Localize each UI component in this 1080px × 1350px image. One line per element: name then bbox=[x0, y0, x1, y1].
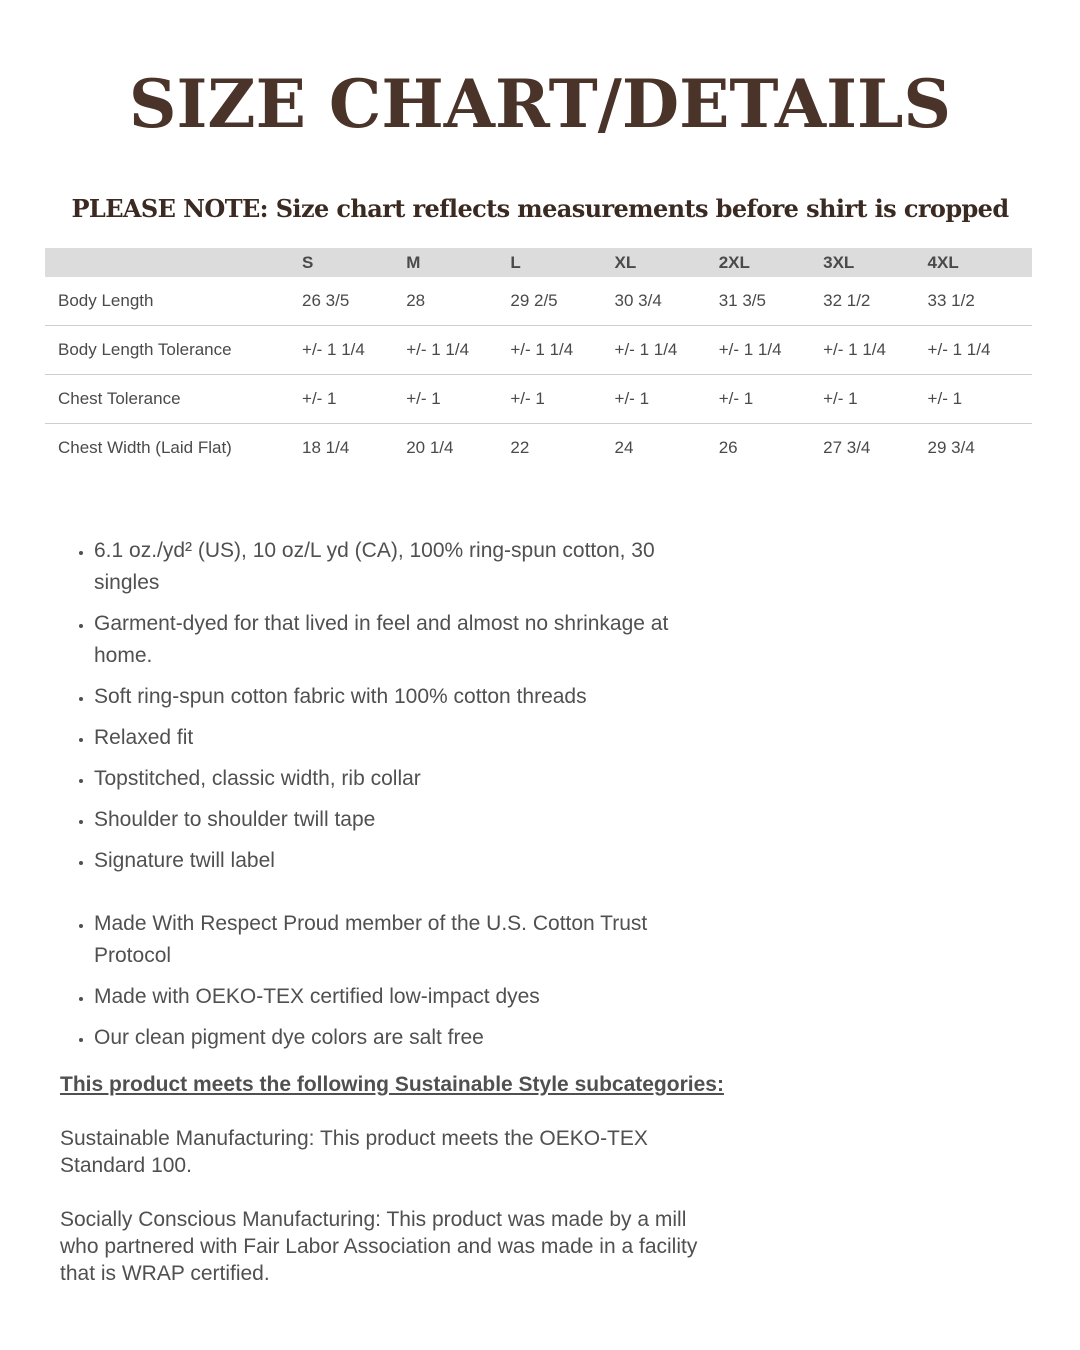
product-features-list bbox=[60, 535, 714, 886]
size-header-4xl: 4XL bbox=[928, 248, 1032, 277]
table-cell: 18 1/4 bbox=[302, 438, 350, 457]
table-cell: +/- 1 1/4 bbox=[302, 326, 406, 375]
size-chart-note: PLEASE NOTE: Size chart reflects measurements before shirt is cropped bbox=[71, 194, 1009, 223]
table-cell: +/- 1 1/4 bbox=[823, 326, 927, 375]
table-cell: +/- 1 bbox=[302, 375, 406, 424]
table-cell: +/- 1 1/4 bbox=[406, 326, 510, 375]
size-header-2xl: 2XL bbox=[719, 248, 823, 277]
row-label: Chest Width (Laid Flat) bbox=[58, 438, 232, 457]
table-cell: +/- 1 bbox=[719, 375, 823, 424]
row-label: Chest Tolerance bbox=[45, 375, 302, 424]
size-header-l: L bbox=[510, 248, 614, 277]
table-row-chest-width bbox=[45, 424, 1032, 473]
table-cell: 28 bbox=[406, 277, 510, 326]
sustainability-features-list bbox=[60, 908, 714, 1063]
table-cell: 22 bbox=[510, 438, 530, 457]
table-cell: +/- 1 bbox=[928, 375, 1032, 424]
row-label: Body Length bbox=[45, 277, 302, 326]
size-header-xl: XL bbox=[615, 248, 719, 277]
table-cell: 27 3/4 bbox=[823, 438, 871, 457]
size-header-3xl: 3XL bbox=[823, 248, 927, 277]
header-blank-cell bbox=[45, 248, 302, 277]
table-cell: +/- 1 bbox=[823, 375, 927, 424]
list-item: • Signature twill label bbox=[94, 845, 714, 877]
table-cell: 29 2/5 bbox=[510, 277, 614, 326]
list-item: • Topstitched, classic width, rib collar bbox=[94, 763, 714, 795]
table-cell: +/- 1 bbox=[406, 375, 510, 424]
table-cell: +/- 1 1/4 bbox=[615, 326, 719, 375]
table-cell: 29 3/4 bbox=[927, 438, 975, 457]
list-item: • Made with OEKO-TEX certified low-impact dyes bbox=[94, 981, 714, 1013]
table-cell: 26 3/5 bbox=[302, 277, 406, 326]
table-cell: +/- 1 1/4 bbox=[719, 326, 823, 375]
row-label: Body Length Tolerance bbox=[45, 326, 302, 375]
table-cell: +/- 1 1/4 bbox=[928, 326, 1032, 375]
sustainable-style-heading: This product meets the following Sustainable Style subcategories: bbox=[60, 1073, 724, 1096]
size-chart-table bbox=[45, 248, 1032, 472]
table-cell: 30 3/4 bbox=[615, 277, 719, 326]
size-header-m: M bbox=[406, 248, 510, 277]
sustainable-manufacturing-paragraph: Sustainable Manufacturing: This product meets the OEKO-TEX Standard 100. bbox=[60, 1127, 648, 1177]
list-item: • Relaxed fit bbox=[94, 722, 714, 754]
list-item: • Our clean pigment dye colors are salt free bbox=[94, 1022, 714, 1054]
table-cell: +/- 1 bbox=[510, 375, 614, 424]
table-cell: 24 bbox=[614, 438, 634, 457]
table-cell: 31 3/5 bbox=[719, 277, 823, 326]
list-item: • Shoulder to shoulder twill tape bbox=[94, 804, 714, 836]
table-row-body-length bbox=[45, 277, 1032, 326]
table-cell: +/- 1 bbox=[615, 375, 719, 424]
table-row-body-length-tolerance bbox=[45, 326, 1032, 375]
table-cell: 32 1/2 bbox=[823, 277, 927, 326]
list-item: • 6.1 oz./yd² (US), 10 oz/L yd (CA), 100% ring-spun cotton, 30 singles bbox=[94, 535, 714, 599]
table-row-chest-tolerance bbox=[45, 375, 1032, 424]
table-cell: 20 1/4 bbox=[406, 438, 454, 457]
list-item: • Garment-dyed for that lived in feel and almost no shrinkage at home. bbox=[94, 608, 714, 672]
page-title: SIZE CHART/DETAILS bbox=[128, 65, 952, 143]
table-cell: 33 1/2 bbox=[928, 277, 1032, 326]
size-header-s: S bbox=[302, 248, 406, 277]
socially-conscious-paragraph: Socially Conscious Manufacturing: This product was made by a mill who partnered with Fair Labor Association and was made in a facility that is WRAP certified. bbox=[60, 1208, 698, 1285]
list-item: • Soft ring-spun cotton fabric with 100% cotton threads bbox=[94, 681, 714, 713]
table-cell: +/- 1 1/4 bbox=[510, 326, 614, 375]
table-cell: 26 bbox=[718, 438, 738, 457]
list-item: • Made With Respect Proud member of the U.S. Cotton Trust Protocol bbox=[94, 908, 714, 972]
size-header-row bbox=[45, 248, 1032, 277]
